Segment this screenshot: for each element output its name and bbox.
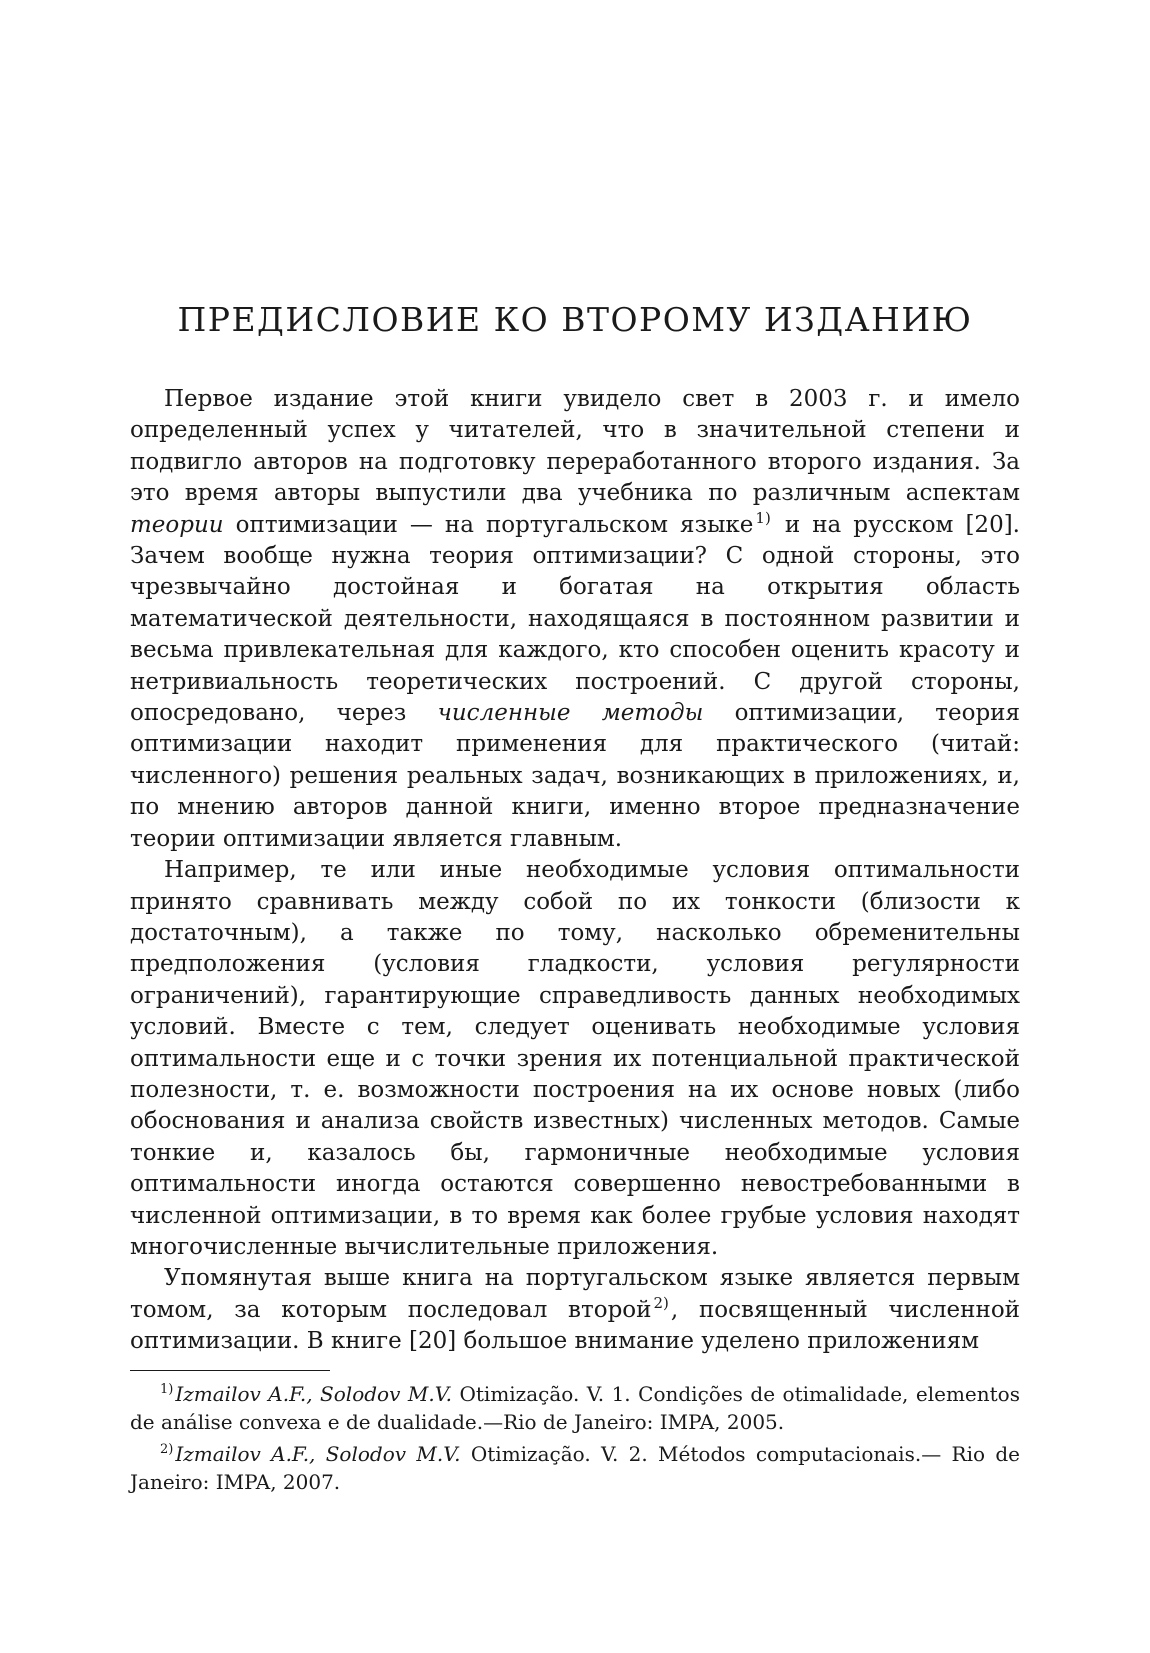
- paragraph-1-text-b: оптимизации — на португальском языке: [223, 511, 754, 538]
- paragraph-1-text-d: оптимизации, теория оптимизации находит применения для практического (читай: численного) решения реальных задач, возникающих в приложениях, и, по мнению авторов данной книги, именно второе предназначение теории оптимизации является главным.: [130, 700, 1021, 852]
- paragraph-1-text-c: и на русском [20]. Зачем вообще нужна теория оптимизации? С одной стороны, это чрезвычайно достойная и богатая на открытия область математической деятельности, находящаяся в постоянном развитии и весьма привлекательная для каждого, кто способен оценить красоту и нетривиальность теоретических построений. С другой стороны, опосредовано, через: [130, 511, 1020, 727]
- footnote-divider: [130, 1370, 330, 1371]
- footnote-1-text: Otimização. V. 1. Condições de otimalidade, elementos de análise convexa e de dualidade.—Rio de Janeiro: IMPA, 2005.: [130, 1382, 1020, 1434]
- paragraph-3-text-b: , посвященный численной оптимизации. В книге [20] большое внимание уделено приложениям: [130, 1296, 1020, 1355]
- footnote-2-mark: 2): [160, 1442, 174, 1457]
- paragraph-3-text-a: Упомянутая выше книга на португальском языке является первым томом, за которым последовал второй: [130, 1265, 1020, 1323]
- footnote-1-mark: 1): [160, 1382, 174, 1397]
- footnote-2-text: Otimização. V. 2. Métodos computacionais.— Rio de Janeiro: IMPA, 2007.: [130, 1442, 1020, 1494]
- page-title: ПРЕДИСЛОВИЕ КО ВТОРОМУ ИЗДАНИЮ: [177, 300, 973, 339]
- main-text: [130, 384, 1020, 1358]
- paragraph-1-italic-methods: численные методы: [437, 700, 704, 727]
- paragraph-3: [130, 1263, 1020, 1357]
- footnote-ref-1[interactable]: 1): [755, 508, 771, 527]
- footnotes: [130, 1380, 1020, 1500]
- paragraph-1-italic-theory: теории: [130, 511, 224, 538]
- paragraph-1-text-a: Первое издание этой книги увидело свет в 2003 г. и имело определенный успех у читателей, что в значительной степени и подвигло авторов на подготовку переработанного второго издания. За это время авторы выпустили два учебника по различным аспектам: [130, 386, 1020, 507]
- footnote-ref-2[interactable]: 2): [653, 1293, 669, 1312]
- footnote-2-authors: Izmailov A.F., Solodov M.V.: [175, 1442, 461, 1466]
- footnote-1-authors: Izmailov A.F., Solodov M.V.: [175, 1382, 452, 1406]
- paragraph-2: Например, те или иные необходимые условия оптимальности принято сравнивать между собой по их тонкости (близости к достаточным), а также по тому, насколько обременительны предположения (условия гладкости, условия регулярности ограничений), гарантирующие справедливость данных необходимых условий. Вместе с тем, следует оценивать необходимые условия оптимальности еще и с точки зрения их потенциальной практической полезности, т. е. возможности построения на их основе новых (либо обоснования и анализа свойств известных) численных методов. Самые тонкие и, казалось бы, гармоничные необходимые условия оптимальности иногда остаются совершенно невостребованными в численной оптимизации, в то время как более грубые условия находят многочисленные вычислительные приложения.: [130, 857, 1020, 1260]
- footnote-1: [130, 1380, 1020, 1436]
- paragraph-1: [130, 384, 1020, 855]
- footnote-2: [130, 1440, 1020, 1496]
